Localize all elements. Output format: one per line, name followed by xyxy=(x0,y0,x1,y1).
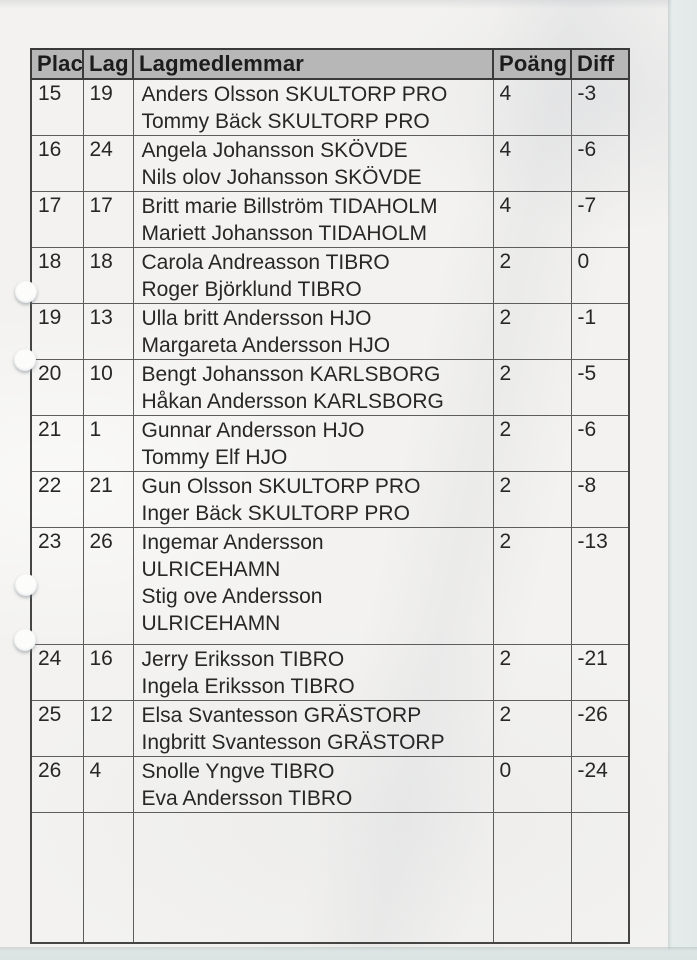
table-header xyxy=(31,49,629,79)
member-line: Jerry Eriksson TIBRO xyxy=(141,648,345,671)
lag-cell: 13 xyxy=(83,304,133,360)
table-row xyxy=(31,360,629,416)
table-row xyxy=(31,79,629,136)
poang-cell: 4 xyxy=(493,79,571,136)
lag-cell: 16 xyxy=(83,645,133,701)
punch-hole xyxy=(14,629,36,651)
diff-cell: -5 xyxy=(571,360,629,416)
poang-cell: 0 xyxy=(493,757,571,813)
poang-cell: 2 xyxy=(493,304,571,360)
members-cell xyxy=(133,528,493,645)
members-cell xyxy=(133,472,493,528)
diff-cell: 0 xyxy=(571,248,629,304)
plac-cell: 20 xyxy=(31,360,83,416)
plac-cell xyxy=(31,813,83,943)
diff-cell: -21 xyxy=(571,645,629,701)
lag-cell: 21 xyxy=(83,472,133,528)
poang-cell: 2 xyxy=(493,416,571,472)
member-line: Bengt Johansson KARLSBORG xyxy=(141,363,441,386)
diff-cell: -6 xyxy=(571,416,629,472)
results-table xyxy=(30,48,630,944)
member-line: Gun Olsson SKULTORP PRO xyxy=(141,475,421,498)
diff-cell xyxy=(571,813,629,943)
member-line: Håkan Andersson KARLSBORG xyxy=(141,390,444,413)
plac-cell: 26 xyxy=(31,757,83,813)
plac-cell: 16 xyxy=(31,136,83,192)
member-line: Tommy Bäck SKULTORP PRO xyxy=(141,110,430,133)
punch-hole xyxy=(14,349,36,371)
scanner-edge-right xyxy=(668,0,697,960)
plac-cell: 19 xyxy=(31,304,83,360)
member-line: Mariett Johansson TIDAHOLM xyxy=(141,222,428,245)
column-header-poang: Poäng xyxy=(493,49,571,79)
poang-cell: 2 xyxy=(493,360,571,416)
diff-cell: -7 xyxy=(571,192,629,248)
lag-cell: 18 xyxy=(83,248,133,304)
member-line: Britt marie Billström TIDAHOLM xyxy=(141,195,438,218)
lag-cell: 26 xyxy=(83,528,133,645)
member-line: Gunnar Andersson HJO xyxy=(141,419,365,442)
poang-cell: 2 xyxy=(493,472,571,528)
member-line: Tommy Elf HJO xyxy=(141,446,288,469)
table-row xyxy=(31,472,629,528)
table-row xyxy=(31,528,629,645)
member-line: Ingbritt Svantesson GRÄSTORP xyxy=(141,731,445,754)
diff-cell: -24 xyxy=(571,757,629,813)
member-line: ULRICEHAMN xyxy=(141,558,281,581)
members-cell xyxy=(133,813,493,943)
table-row xyxy=(31,304,629,360)
members-cell xyxy=(133,701,493,757)
lag-cell: 4 xyxy=(83,757,133,813)
member-line: Inger Bäck SKULTORP PRO xyxy=(141,502,410,525)
poang-cell xyxy=(493,813,571,943)
lag-cell: 10 xyxy=(83,360,133,416)
poang-cell: 4 xyxy=(493,192,571,248)
member-line: Anders Olsson SKULTORP PRO xyxy=(141,83,448,106)
members-cell xyxy=(133,645,493,701)
column-header-diff: Diff xyxy=(571,49,629,79)
lag-cell: 24 xyxy=(83,136,133,192)
members-cell xyxy=(133,360,493,416)
table-row xyxy=(31,645,629,701)
members-cell xyxy=(133,136,493,192)
diff-cell: -8 xyxy=(571,472,629,528)
poang-cell: 2 xyxy=(493,645,571,701)
member-line: Margareta Andersson HJO xyxy=(141,334,391,357)
member-line: Eva Andersson TIBRO xyxy=(141,787,353,810)
poang-cell: 2 xyxy=(493,701,571,757)
member-line: ULRICEHAMN xyxy=(141,612,281,635)
member-line: Roger Björklund TIBRO xyxy=(141,278,362,301)
punch-hole xyxy=(15,574,37,596)
plac-cell: 18 xyxy=(31,248,83,304)
diff-cell: -13 xyxy=(571,528,629,645)
plac-cell: 21 xyxy=(31,416,83,472)
lag-cell: 17 xyxy=(83,192,133,248)
diff-cell: -3 xyxy=(571,79,629,136)
member-line: Stig ove Andersson xyxy=(141,585,323,608)
member-line: Carola Andreasson TIBRO xyxy=(141,251,390,274)
members-cell xyxy=(133,416,493,472)
members-cell xyxy=(133,304,493,360)
plac-cell: 24 xyxy=(31,645,83,701)
diff-cell: -1 xyxy=(571,304,629,360)
table-row xyxy=(31,701,629,757)
member-line: Snolle Yngve TIBRO xyxy=(141,760,335,783)
scanner-edge-bottom xyxy=(0,947,697,960)
table-row xyxy=(31,136,629,192)
punch-hole xyxy=(15,281,37,303)
members-cell xyxy=(133,248,493,304)
members-cell xyxy=(133,757,493,813)
table-row xyxy=(31,416,629,472)
plac-cell: 17 xyxy=(31,192,83,248)
column-header-lagmedlemmar: Lagmedlemmar xyxy=(133,49,493,79)
poang-cell: 2 xyxy=(493,528,571,645)
members-cell xyxy=(133,192,493,248)
diff-cell: -6 xyxy=(571,136,629,192)
table-row xyxy=(31,248,629,304)
header-row xyxy=(31,49,629,79)
plac-cell: 23 xyxy=(31,528,83,645)
table-row xyxy=(31,757,629,813)
member-line: Elsa Svantesson GRÄSTORP xyxy=(141,704,422,727)
plac-cell: 25 xyxy=(31,701,83,757)
table-row xyxy=(31,192,629,248)
member-line: Angela Johansson SKÖVDE xyxy=(141,139,408,162)
lag-cell: 12 xyxy=(83,701,133,757)
column-header-plac: Plac xyxy=(31,49,83,79)
poang-cell: 4 xyxy=(493,136,571,192)
plac-cell: 22 xyxy=(31,472,83,528)
member-line: Ingemar Andersson xyxy=(141,531,324,554)
diff-cell: -26 xyxy=(571,701,629,757)
member-line: Ingela Eriksson TIBRO xyxy=(141,675,355,698)
member-line: Nils olov Johansson SKÖVDE xyxy=(141,166,422,189)
members-cell xyxy=(133,79,493,136)
member-line: Ulla britt Andersson HJO xyxy=(141,307,372,330)
lag-cell: 19 xyxy=(83,79,133,136)
table-row xyxy=(31,813,629,943)
plac-cell: 15 xyxy=(31,79,83,136)
column-header-lag: Lag xyxy=(83,49,133,79)
lag-cell xyxy=(83,813,133,943)
poang-cell: 2 xyxy=(493,248,571,304)
lag-cell: 1 xyxy=(83,416,133,472)
